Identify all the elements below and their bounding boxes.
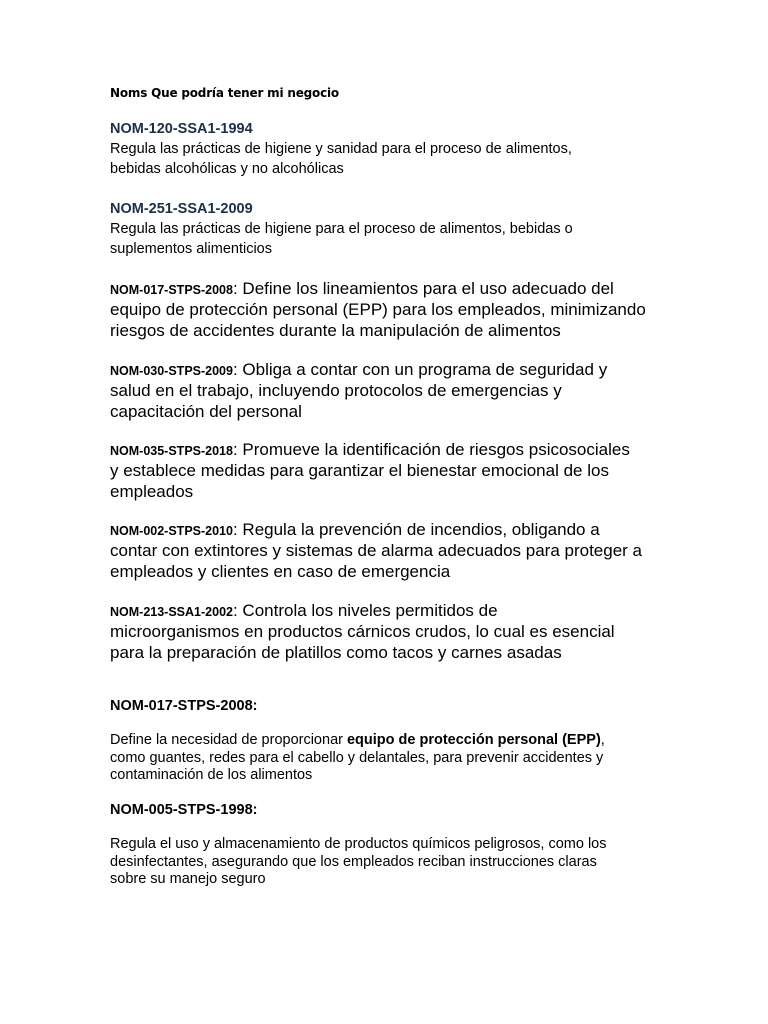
desc-line: como guantes, redes para el cabello y delantales, para prevenir accidentes y	[110, 749, 604, 766]
nom-entry	[110, 520, 670, 582]
desc-text: Define la necesidad de proporcionar	[110, 732, 347, 748]
entry-line: capacitación del personal	[110, 401, 302, 421]
nom-code: NOM-005-STPS-1998	[110, 802, 253, 818]
nom-description	[110, 139, 670, 179]
nom-heading	[110, 698, 670, 714]
entry-line	[110, 279, 670, 300]
nom-code: NOM-035-STPS-2018	[110, 444, 233, 458]
entry-line: riesgos de accidentes durante la manipulación de alimentos	[110, 320, 561, 340]
nom-description	[110, 732, 670, 785]
heading-colon: :	[252, 802, 258, 818]
entry-line	[110, 360, 670, 381]
desc-line: contaminación de los alimentos	[110, 767, 313, 783]
desc-text: ,	[600, 732, 605, 748]
heading-colon: :	[252, 698, 258, 714]
entry-line: equipo de protección personal (EPP) para los empleados, minimizando	[110, 300, 646, 320]
desc-line: sobre su manejo seguro	[110, 871, 266, 887]
nom-entry	[110, 601, 670, 663]
nom-heading	[110, 802, 670, 818]
desc-line: desinfectantes, asegurando que los empleados reciban instrucciones claras	[110, 853, 597, 870]
nom-description	[110, 836, 670, 889]
nom-entry	[110, 440, 670, 502]
desc-line: Regula las prácticas de higiene y sanidad para el proceso de alimentos,	[110, 141, 572, 157]
nom-code: NOM-213-SSA1-2002	[110, 605, 233, 619]
nom-code: NOM-017-STPS-2008	[110, 698, 253, 714]
entry-line: contar con extintores y sistemas de alarma adecuados para proteger a	[110, 541, 643, 561]
entry-line	[110, 440, 670, 461]
nom-code: NOM-251-SSA1-2009	[110, 201, 253, 217]
entry-text: : Obliga a contar con un programa de seguridad y	[232, 360, 608, 379]
entry-line: empleados y clientes en caso de emergencia	[110, 561, 451, 581]
entry-text: : Promueve la identificación de riesgos psicosociales	[232, 440, 630, 459]
desc-line: Regula las prácticas de higiene para el proceso de alimentos, bebidas o	[110, 221, 573, 237]
nom-entry	[110, 121, 670, 179]
entry-text: : Define los lineamientos para el uso adecuado del	[232, 279, 614, 298]
desc-line: bebidas alcohólicas y no alcohólicas	[110, 161, 344, 177]
desc-emphasis: equipo de protección personal (EPP)	[346, 732, 601, 748]
nom-code: NOM-120-SSA1-1994	[110, 121, 253, 137]
entry-line	[110, 601, 670, 622]
nom-code: NOM-017-STPS-2008	[110, 283, 233, 297]
desc-line	[110, 732, 670, 750]
document-title: Noms Que podría tener mi negocio	[110, 86, 339, 100]
nom-entry	[110, 360, 670, 422]
entry-line: microorganismos en productos cárnicos crudos, lo cual es esencial	[110, 622, 615, 642]
entry-line: para la preparación de platillos como tacos y carnes asadas	[110, 642, 562, 662]
nom-entry	[110, 279, 670, 341]
entry-line: empleados	[110, 481, 194, 501]
nom-entry	[110, 201, 670, 259]
nom-code: NOM-002-STPS-2010	[110, 524, 233, 538]
entry-text: : Controla los niveles permitidos de	[232, 601, 498, 620]
desc-line: Regula el uso y almacenamiento de productos químicos peligrosos, como los	[110, 836, 607, 852]
entry-line	[110, 520, 670, 541]
nom-entry	[110, 698, 670, 785]
nom-entry	[110, 802, 670, 889]
desc-line: suplementos alimenticios	[110, 241, 272, 257]
nom-description	[110, 219, 670, 259]
entry-line: y establece medidas para garantizar el bienestar emocional de los	[110, 461, 609, 481]
entry-text: : Regula la prevención de incendios, obligando a	[232, 520, 600, 539]
entry-line: salud en el trabajo, incluyendo protocolos de emergencias y	[110, 381, 562, 401]
nom-code: NOM-030-STPS-2009	[110, 364, 233, 378]
